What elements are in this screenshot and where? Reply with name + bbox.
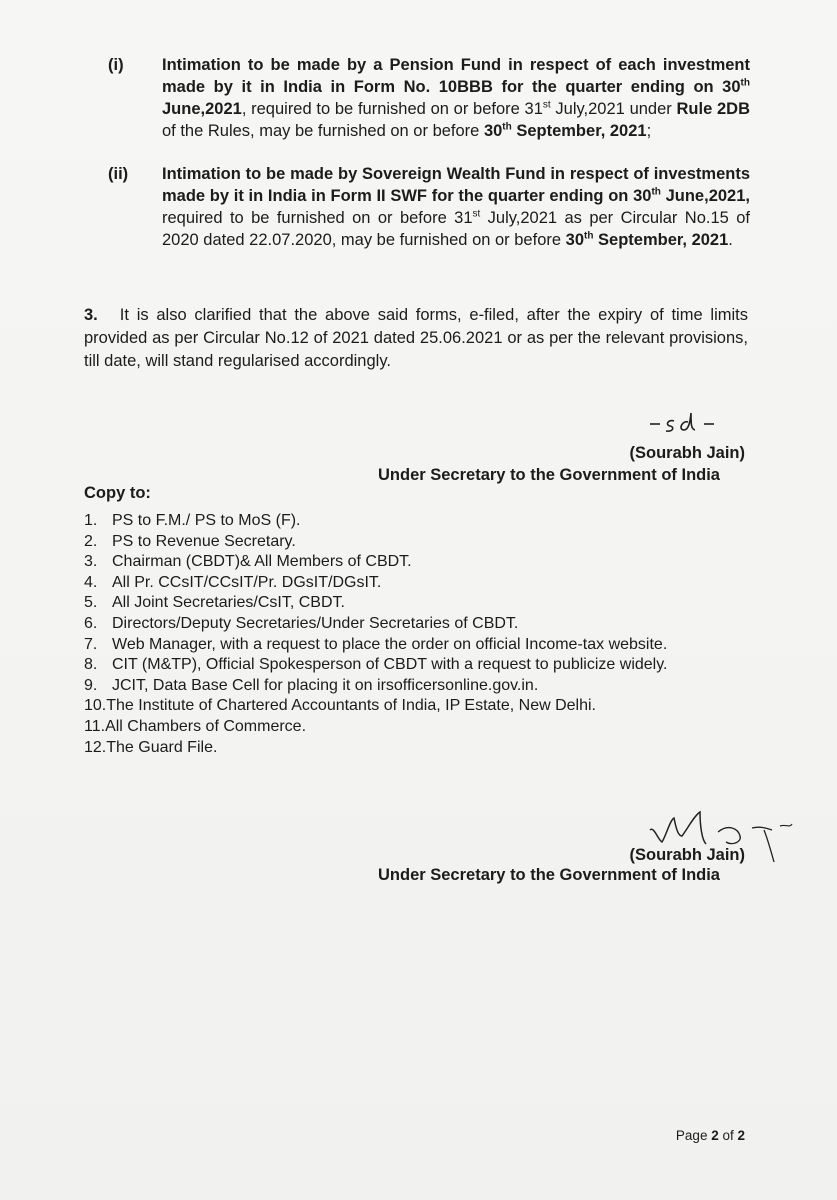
- text-run: September, 2021: [511, 122, 647, 140]
- list-item: [84, 614, 667, 635]
- list-item: [84, 717, 667, 738]
- list-item: [84, 696, 667, 717]
- list-item-text: Chairman (CBDT)& All Members of CBDT.: [112, 553, 412, 571]
- text-run: September, 2021: [593, 231, 729, 249]
- list-item-number: 1.: [84, 512, 98, 529]
- sd-mark: [648, 408, 728, 438]
- clause-number: (i): [108, 56, 124, 74]
- list-item-number: 3.: [84, 553, 98, 571]
- signatory-name-2: (Sourabh Jain): [629, 846, 745, 864]
- clause-number: (ii): [108, 165, 129, 183]
- signatory-title-2: Under Secretary to the Government of India: [378, 866, 720, 884]
- list-item: [84, 511, 667, 532]
- copy-to-heading: Copy to:: [84, 484, 151, 502]
- clause-text: [162, 163, 750, 251]
- list-item-number: 11.: [84, 717, 106, 735]
- list-item-number: 7.: [84, 635, 98, 653]
- list-item-text: The Guard File.: [106, 738, 218, 756]
- text-run: th: [502, 121, 512, 133]
- list-item-number: 5.: [84, 594, 98, 612]
- list-item: [84, 552, 667, 573]
- list-item-text: All Chambers of Commerce.: [105, 717, 307, 735]
- list-item: [84, 573, 667, 594]
- list-item-text: Web Manager, with a request to place the order on official Income-tax website.: [112, 635, 668, 653]
- list-item-number: 10.: [84, 697, 107, 715]
- text-run: June,2021: [162, 100, 242, 118]
- list-item-text: JCIT, Data Base Cell for placing it on irsofficersonline.gov.in.: [112, 676, 539, 694]
- list-item-number: 2.: [84, 532, 98, 550]
- list-item-number: 9.: [84, 676, 98, 694]
- text-run: Rule 2DB: [676, 100, 750, 118]
- text-run: st: [472, 208, 481, 220]
- text-run: .: [728, 231, 733, 249]
- text-run: , required to be furnished on or before 31: [241, 100, 543, 118]
- list-item-number: 12.: [84, 738, 107, 756]
- list-item-text: All Pr. CCsIT/CCsIT/Pr. DGsIT/DGsIT.: [112, 573, 382, 591]
- list-item-number: 4.: [84, 573, 98, 591]
- text-run: ;: [646, 122, 652, 140]
- text-run: Intimation to be made by Sovereign Wealth Fund in respect of investments made by it in India in Form II SWF for the quarter ending on 30: [162, 165, 750, 205]
- text-run: 30: [483, 122, 503, 140]
- list-item-text: PS to Revenue Secretary.: [112, 532, 296, 550]
- paragraph-3: [84, 304, 748, 373]
- signatory-title: Under Secretary to the Government of India: [378, 466, 720, 484]
- page-number: Page 2 of 2: [675, 1128, 745, 1143]
- list-item-text: The Institute of Chartered Accountants of India, IP Estate, New Delhi.: [106, 697, 596, 715]
- text-run: July,2021 as per Circular No.15 of 2020 dated 22.07.2020, may be furnished on or before: [162, 209, 750, 249]
- text-run: th: [651, 186, 661, 198]
- list-item-text: PS to F.M./ PS to MoS (F).: [112, 512, 301, 529]
- clause-text: [162, 54, 750, 142]
- text-run: June,2021,: [660, 187, 750, 205]
- copy-to-list: [84, 511, 667, 758]
- list-item: [84, 738, 667, 759]
- text-run: 30: [565, 231, 584, 249]
- text-run: required to be furnished on or before 31: [162, 209, 473, 227]
- list-item-number: 6.: [84, 614, 98, 632]
- text-run: th: [584, 230, 594, 242]
- signatory-name: (Sourabh Jain): [629, 444, 745, 462]
- text-run: st: [542, 99, 551, 111]
- list-item-text: CIT (M&TP), Official Spokesperson of CBDT with a request to publicize widely.: [112, 656, 668, 674]
- text-run: of the Rules, may be furnished on or before: [162, 122, 484, 140]
- list-item-text: Directors/Deputy Secretaries/Under Secretaries of CBDT.: [112, 614, 519, 632]
- list-item: [84, 635, 667, 656]
- list-item: [84, 655, 667, 676]
- list-item: [84, 532, 667, 553]
- list-item: [84, 593, 667, 614]
- list-item: [84, 676, 667, 697]
- paragraph-number: 3.: [84, 306, 98, 324]
- text-run: th: [740, 77, 750, 89]
- text-run: Intimation to be made by a Pension Fund in respect of each investment made by it in India in Form No. 10BBB for the quarter ending on 30: [162, 56, 750, 96]
- text-run: July,2021 under: [550, 100, 677, 118]
- paragraph-text: It is also clarified that the above said forms, e-filed, after the expiry of time limits provided as per Circular No.12 of 2021 dated 25.06.2021 or as per the relevant provisions, till date, will stand regularised accordingly.: [84, 306, 748, 370]
- list-item-text: All Joint Secretaries/CsIT, CBDT.: [112, 594, 345, 612]
- list-item-number: 8.: [84, 656, 98, 674]
